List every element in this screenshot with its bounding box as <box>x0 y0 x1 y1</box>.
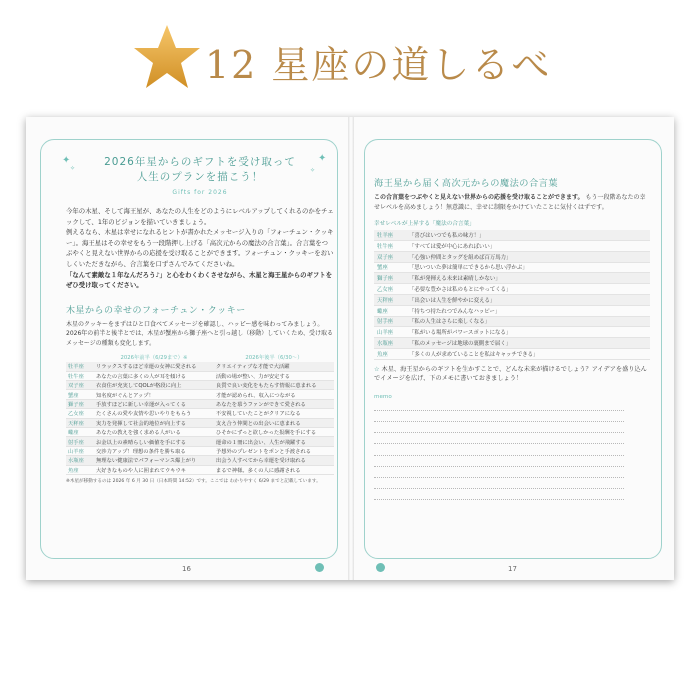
magic-word: 「すべては愛が中心にあればいい」 <box>406 240 650 251</box>
table-row <box>374 316 650 327</box>
first-half-message: 大好きなものや人に囲まれてウキウキ <box>94 465 214 474</box>
second-half-message: 出会う人すべてから幸運を受け取れる <box>214 456 334 465</box>
zodiac-sign: 獅子座 <box>374 273 406 284</box>
second-half-message: 活動の場が整い、力が安定する <box>214 371 334 380</box>
star-icon <box>132 22 202 92</box>
memo-line[interactable] <box>374 433 624 444</box>
table-row <box>374 230 650 240</box>
zodiac-sign: 天秤座 <box>374 294 406 305</box>
zodiac-sign: 獅子座 <box>66 399 94 408</box>
star-outline-icon: ☆ <box>374 365 380 373</box>
second-half-message: 運命の１冊に出会い、人生が飛躍する <box>214 437 334 446</box>
zodiac-sign: 蠍座 <box>374 305 406 316</box>
first-half-message: リラックスするほど幸運の女神に愛される <box>94 362 214 371</box>
second-half-message: 予想外のプレゼントをポンと手渡される <box>214 446 334 455</box>
table-row <box>66 399 334 408</box>
magic-word: 「多くの人が求めていることを私はキャッチできる」 <box>406 348 650 359</box>
table-row <box>374 305 650 316</box>
memo-line[interactable] <box>374 444 624 455</box>
table-row <box>66 437 334 446</box>
table-row <box>374 284 650 295</box>
second-half-message: クリエイティブな才能で大活躍 <box>214 362 334 371</box>
first-half-message: あなたの教えを強く求める人がいる <box>94 427 214 436</box>
zodiac-sign: 牡羊座 <box>374 230 406 240</box>
header <box>0 22 700 102</box>
closing-text: ☆ 木星、海王星からのギフトを生かすことで、どんな未来が描けるでしょう？アイデアを盛り込んでイメージを広げ、下のメモに書いておきましょう！ <box>374 365 647 383</box>
sparkle-icon: ✧ <box>310 167 316 174</box>
table-row <box>66 371 334 380</box>
zodiac-sign: 天秤座 <box>66 418 94 427</box>
memo-area[interactable] <box>374 400 648 501</box>
sparkle-icon: ✦ <box>62 155 71 166</box>
first-half-message: 知名度がぐんとアップ！ <box>94 390 214 399</box>
memo-line[interactable] <box>374 478 624 489</box>
table-row <box>66 465 334 474</box>
zodiac-sign: 魚座 <box>374 348 406 359</box>
magic-word: 「出会いは人生を鮮やかに変える」 <box>406 294 650 305</box>
page-title: 12 星座の道しるべ <box>205 43 552 87</box>
fortune-table: 2026年前半（6/29まで）※ 2026年後半（6/30〜） 牡羊座 リラックスするほど幸運の女神に愛される クリエイティブな才能で大活躍 牡牛座 あなたの言葉に多くの人が耳を傾ける 活動の場が整い、力が安定する 双子座 衣食住が充実してQOLが格段に向上 良質で良い変化をもたらす情報に恵まれる 蟹座 知名度がぐんとアップ！ 才能が認められ、収入につながる 獅子座 手放すほどに新しい幸運が入ってくる あなたを慕うファンができて愛される 乙女座 たくさんの愛や友情や思いやりをもらう 不安視していたことがクリアになる 天秤座 実力を発揮して社会的地位が向上する 支え合う仲間との出会いに恵まれる 蠍座 あなたの教えを強く求める人がいる ひそかにずっと欲しかった报酬を手にする 射手座 お金以上の素晴らしい価値を手にする 運命の１冊に出会い、人生が飛躍する 山羊座 交渉力アップ！理想の条件を勝ち取る 予想外のプレゼントをポンと手渡される 水瓶座 無理ない健康法でパフォーマンス爆上がり 出会う人すべてから幸運を受け取れる 魚座 大好きなものや人に囲まれてウキウキ まるで神様。多くの人に感謝される <box>66 352 334 475</box>
zodiac-sign: 水瓶座 <box>66 456 94 465</box>
second-half-message: まるで神様。多くの人に感謝される <box>214 465 334 474</box>
sparkle-icon: ✦ <box>318 153 327 164</box>
zodiac-sign: 山羊座 <box>66 446 94 455</box>
left-subtitle: Gifts for 2026 <box>172 189 228 196</box>
section-title: 木星からの幸せのフォーチュン・クッキー <box>66 305 246 316</box>
magic-word: 「持ちつ持たれつでみんなハッピー」 <box>406 305 650 316</box>
second-half-message: あなたを慕うファンができて愛される <box>214 399 334 408</box>
zodiac-sign: 牡牛座 <box>66 371 94 380</box>
table-row <box>66 409 334 418</box>
zodiac-sign: 乙女座 <box>374 284 406 295</box>
table-row <box>374 262 650 273</box>
magic-word: 「心強い仲間とタッグを組めば百万馬力」 <box>406 251 650 262</box>
table-row <box>66 446 334 455</box>
sparkle-icon: ✧ <box>70 165 76 172</box>
zodiac-sign: 牡羊座 <box>66 362 94 371</box>
table-row <box>66 456 334 465</box>
first-half-message: あなたの言葉に多くの人が耳を傾ける <box>94 371 214 380</box>
first-half-message: 衣食住が充実してQOLが格段に向上 <box>94 381 214 390</box>
first-half-message: たくさんの愛や友情や思いやりをもらう <box>94 409 214 418</box>
page-number-right: 17 <box>508 565 517 573</box>
memo-line[interactable] <box>374 456 624 467</box>
zodiac-sign: 射手座 <box>374 316 406 327</box>
left-title: 2026年星からのギフトを受け取って 人生のプランを描こう！ <box>104 156 296 183</box>
magic-word: 「私の人生はさらに楽しくなる」 <box>406 316 650 327</box>
zodiac-sign: 射手座 <box>66 437 94 446</box>
magic-word: 「私がいる場所がパワースポットになる」 <box>406 327 650 338</box>
zodiac-sign: 双子座 <box>374 251 406 262</box>
memo-line[interactable] <box>374 489 624 500</box>
table-row <box>374 348 650 359</box>
first-half-message: お金以上の素晴らしい価値を手にする <box>94 437 214 446</box>
memo-label: memo <box>374 393 392 400</box>
first-half-message: 無理ない健康法でパフォーマンス爆上がり <box>94 456 214 465</box>
zodiac-sign: 山羊座 <box>374 327 406 338</box>
zodiac-sign: 乙女座 <box>66 409 94 418</box>
right-title: 海王星から届く高次元からの魔法の合言葉 <box>374 178 559 189</box>
first-half-message: 交渉力アップ！理想の条件を勝ち取る <box>94 446 214 455</box>
left-page <box>62 153 334 485</box>
memo-line[interactable] <box>374 411 624 422</box>
section-intro: 木星のクッキーをまずはひと口食べてメッセージを確認し、ハッピー感を味わってみましょう。2026年の前半と後半とでは、木星が蟹座から獅子座へと引っ越し（移動）していくため、受け取るメッセージの種類も変化します。 <box>66 320 334 347</box>
magic-word: 「思いついた夢は簡単にできるから思い浮かぶ」 <box>406 262 650 273</box>
second-half-message: 良質で良い変化をもたらす情報に恵まれる <box>214 381 334 390</box>
magic-word: 「必要な豊かさは私のもとにやってくる」 <box>406 284 650 295</box>
table-row <box>66 427 334 436</box>
zodiac-sign: 魚座 <box>66 465 94 474</box>
magic-words-heading: 幸せレベルが上昇する「魔法の合言葉」 <box>374 221 475 228</box>
table-row <box>374 294 650 305</box>
right-page <box>374 175 648 500</box>
memo-line[interactable] <box>374 467 624 478</box>
circle-marker <box>315 563 324 572</box>
first-half-message: 実力を発揮して社会的地位が向上する <box>94 418 214 427</box>
magic-word: 「私が発揮える未来は素晴しかない」 <box>406 273 650 284</box>
magic-word: 「私のメッセージは地球の裏側まで届く」 <box>406 338 650 349</box>
table-row <box>374 251 650 262</box>
table-row <box>66 381 334 390</box>
magic-words-table <box>374 230 650 360</box>
zodiac-sign: 双子座 <box>66 381 94 390</box>
zodiac-sign: 蟹座 <box>66 390 94 399</box>
zodiac-sign: 牡牛座 <box>374 240 406 251</box>
second-half-message: 才能が認められ、収入につながる <box>214 390 334 399</box>
zodiac-sign: 水瓶座 <box>374 338 406 349</box>
zodiac-sign: 蠍座 <box>66 427 94 436</box>
second-half-message: 支え合う仲間との出会いに恵まれる <box>214 418 334 427</box>
second-half-message: ひそかにずっと欲しかった报酬を手にする <box>214 427 334 436</box>
table-row <box>374 273 650 284</box>
book-spread <box>26 117 674 580</box>
table-row <box>374 327 650 338</box>
circle-marker <box>376 563 385 572</box>
table-row <box>66 362 334 371</box>
memo-line[interactable] <box>374 400 624 411</box>
table-row <box>66 390 334 399</box>
table-row <box>374 240 650 251</box>
table-row <box>374 338 650 349</box>
page-number-left: 16 <box>182 565 191 573</box>
table-row <box>66 418 334 427</box>
first-half-message: 手放すほどに新しい幸運が入ってくる <box>94 399 214 408</box>
memo-line[interactable] <box>374 422 624 433</box>
zodiac-sign: 蟹座 <box>374 262 406 273</box>
footnote: ※木星が移動するのは 2026 年 6 月 30 日（日本時間 14:52）です。ここでは わかりやすく 6/29 までと記載しています。 <box>66 478 321 484</box>
right-intro: この合言葉をつぶやくと見えない世界からの応援を受け取ることができます。 もう一段階あなたの幸せレベルを高めましょう！無意識に、幸せに制限をかけていたことに気付くはずです。 <box>374 194 646 211</box>
intro-text: 今年の木星、そして海王星が、あなたの人生をどのようにレベルアップしてくれるのかをチェックして、1年のビジョンを描いていきましょう。 例えるなら、木星は幸せになれるヒントが書かれたメッセージ入りの「フォーチュン・クッキー」。海王星はその幸せをもう一段階押し上げる「高次元からの魔法の合言葉」。合言葉をつぶやくと見えない世界からの応援を受け取ることができます。フォーチュン・クッキーをおいしくいただきながら、合言葉を口ずさんでみてくださいね。 「なんて素敵な１年なんだろう♪」と心をわくわくさせながら、木星と海王星からのギフトをぜひ受け取ってください。 <box>66 207 334 290</box>
magic-word: 「喜びはいつでも私の味方！」 <box>406 230 650 240</box>
second-half-message: 不安視していたことがクリアになる <box>214 409 334 418</box>
gutter <box>348 117 354 580</box>
